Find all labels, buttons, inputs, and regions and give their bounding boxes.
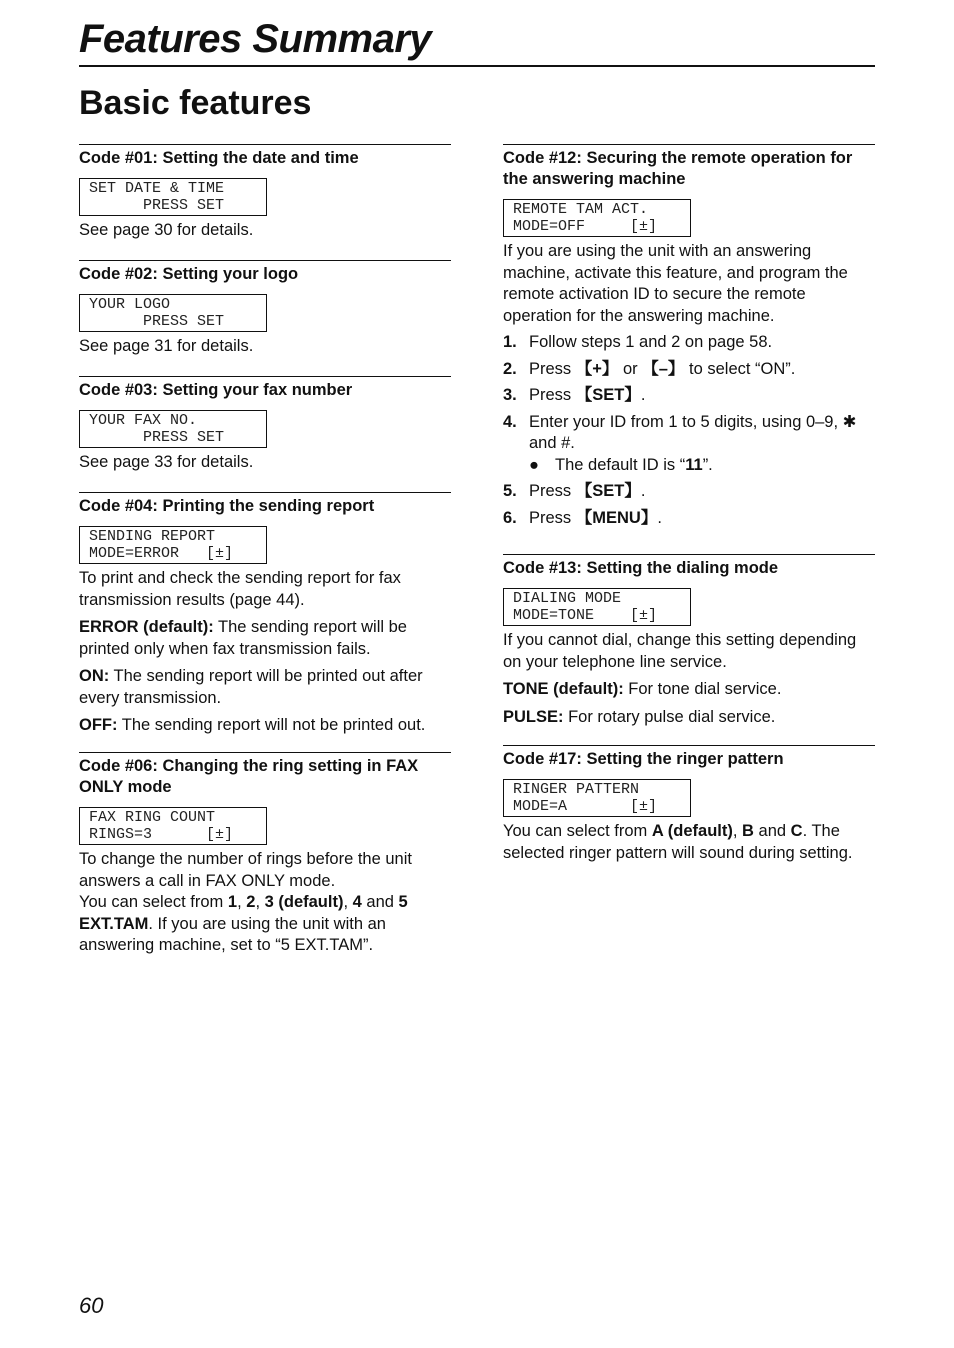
title-divider — [79, 65, 875, 67]
section-text: See page 31 for details. — [79, 337, 254, 355]
page-title: Features Summary — [79, 17, 432, 61]
section-divider — [79, 376, 451, 377]
step-item — [503, 508, 875, 530]
bullet-icon: ● — [529, 455, 539, 474]
lcd-display: YOUR LOGO PRESS SET — [79, 294, 267, 332]
option-text: The sending report will be printed out after every transmission. — [79, 667, 423, 707]
lcd-display: SENDING REPORT MODE=ERROR [±] — [79, 526, 267, 564]
step-number: 6. — [503, 508, 517, 527]
section-code-01 — [79, 144, 451, 242]
lcd-display: REMOTE TAM ACT. MODE=OFF [±] — [503, 199, 691, 237]
section-code-06 — [79, 752, 451, 957]
lcd-display: YOUR FAX NO. PRESS SET — [79, 410, 267, 448]
option-value: 3 (default) — [264, 893, 344, 911]
lcd-display: SET DATE & TIME PRESS SET — [79, 178, 267, 216]
option-text: For rotary pulse dial service. — [563, 707, 776, 726]
section-divider — [503, 554, 875, 555]
menu-key: 【MENU】 — [575, 508, 658, 527]
text-run: . The selected ringer pattern will sound during setting. — [503, 822, 853, 862]
step-number: 1. — [503, 333, 517, 351]
section-code-13 — [503, 554, 875, 728]
section-code-03 — [79, 376, 451, 474]
option-text: The sending report will be printed only when fax transmission fails. — [79, 618, 407, 658]
option-tone — [503, 679, 875, 701]
lcd-display: RINGER PATTERN MODE=A [±] — [503, 779, 691, 817]
text-run: , — [732, 822, 743, 840]
text-run: , — [255, 893, 265, 911]
step-list — [503, 332, 875, 529]
step-text: . — [640, 386, 646, 404]
option-value: 5 EXT.TAM — [79, 893, 408, 933]
section-code-12 — [503, 144, 875, 529]
page-number: 60 — [79, 1293, 104, 1318]
option-error — [79, 617, 451, 660]
section-divider — [79, 260, 451, 261]
step-item — [503, 332, 875, 354]
set-key: 【SET】 — [575, 386, 641, 404]
section-title: Basic features — [79, 84, 312, 122]
option-off — [79, 715, 451, 737]
step-item — [503, 385, 875, 407]
section-heading: Code #13: Setting the dialing mode — [503, 559, 779, 577]
section-heading: Code #04: Printing the sending report — [79, 497, 375, 515]
lcd-display: DIALING MODE MODE=TONE [±] — [503, 588, 691, 626]
section-intro: To change the number of rings before the unit answers a call in FAX ONLY mode. — [79, 850, 412, 890]
section-divider — [79, 752, 451, 753]
plus-key: 【+】 — [575, 359, 619, 378]
step-item — [503, 481, 875, 503]
step-text: Press — [529, 508, 576, 527]
step-number: 3. — [503, 386, 517, 404]
section-divider — [79, 492, 451, 493]
option-label: ERROR (default): — [79, 618, 214, 636]
text-run: and — [361, 893, 399, 911]
step-text: Press — [529, 482, 576, 500]
section-text: See page 33 for details. — [79, 453, 254, 471]
section-heading: Code #03: Setting your fax number — [79, 381, 353, 399]
option-text: The sending report will not be printed out. — [117, 716, 426, 734]
section-heading: Code #01: Setting the date and time — [79, 149, 359, 167]
minus-key: 【–】 — [642, 359, 685, 378]
section-code-02 — [79, 260, 451, 358]
section-code-17 — [503, 745, 875, 864]
text-run: . If you are using the unit with an answering machine, set to “5 EXT.TAM”. — [79, 914, 386, 954]
text-run: and — [753, 822, 791, 840]
step-text: Press — [529, 359, 576, 378]
note-text: ”. — [702, 455, 713, 474]
step-number: 4. — [503, 412, 517, 431]
note-text: The default ID is “ — [555, 455, 686, 474]
step-text: or — [618, 359, 643, 378]
lcd-display: FAX RING COUNT RINGS=3 [±] — [79, 807, 267, 845]
option-value: A (default) — [651, 822, 733, 840]
option-value: 2 — [246, 893, 256, 911]
default-id-value: 11 — [685, 455, 703, 474]
section-heading: Code #06: Changing the ring setting in FAX ONLY mode — [79, 757, 419, 796]
step-item — [503, 359, 875, 381]
step-number: 2. — [503, 359, 517, 378]
option-pulse — [503, 707, 875, 729]
ringer-options — [503, 821, 875, 864]
step-item — [503, 412, 875, 455]
section-text: See page 30 for details. — [79, 221, 254, 239]
option-label: OFF: — [79, 716, 118, 734]
section-heading: Code #12: Securing the remote operation for the answering machine — [503, 149, 853, 188]
text-run: , — [343, 893, 353, 911]
step-number: 5. — [503, 482, 517, 500]
option-on — [79, 666, 451, 709]
section-code-04 — [79, 492, 451, 737]
option-value: 4 — [352, 893, 362, 911]
option-label: PULSE: — [503, 707, 564, 726]
step-text: . — [640, 482, 646, 500]
section-divider — [503, 144, 875, 145]
option-value: 1 — [227, 893, 238, 911]
option-text: For tone dial service. — [623, 680, 782, 698]
step-text: Press — [529, 386, 576, 404]
step-text: . — [657, 508, 662, 527]
section-heading: Code #17: Setting the ringer pattern — [503, 750, 784, 768]
section-intro: To print and check the sending report for fax transmission results (page 44). — [79, 569, 401, 609]
option-value: B — [742, 822, 754, 840]
option-label: ON: — [79, 667, 110, 685]
step-note — [503, 455, 875, 477]
set-key: 【SET】 — [575, 482, 641, 500]
text-run: You can select from — [503, 822, 652, 840]
section-intro: If you cannot dial, change this setting depending on your telephone line service. — [503, 631, 857, 671]
option-value: C — [790, 822, 803, 840]
step-text: Enter your ID from 1 to 5 digits, using 0–9, ✱ and #. — [529, 412, 857, 452]
section-divider — [503, 745, 875, 746]
text-run: , — [237, 893, 247, 911]
section-divider — [79, 144, 451, 145]
section-intro: If you are using the unit with an answering machine, activate this feature, and program the remote activation ID to secure the remote operation for the answering machine. — [503, 242, 848, 325]
ring-options — [79, 892, 451, 957]
section-heading: Code #02: Setting your logo — [79, 265, 299, 283]
option-label: TONE (default): — [503, 680, 624, 698]
text-run: You can select from — [79, 893, 228, 911]
step-text: Follow steps 1 and 2 on page 58. — [529, 333, 773, 351]
step-text: to select “ON”. — [684, 359, 796, 378]
